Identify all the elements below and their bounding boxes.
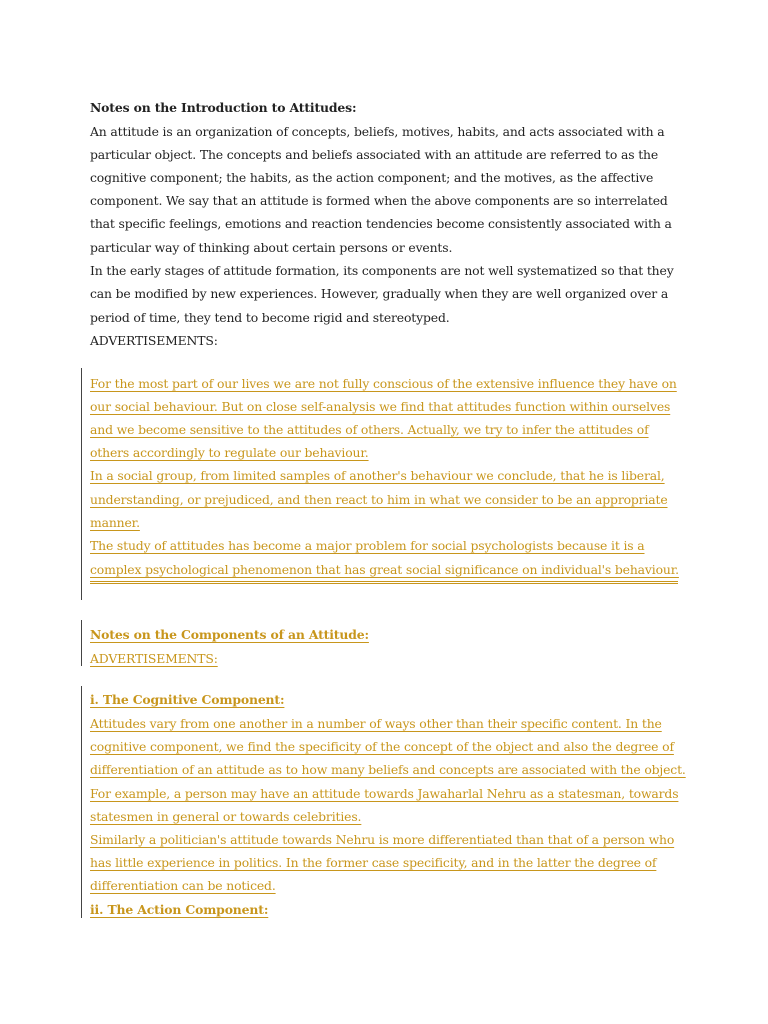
intro-line: cognitive component; the habits, as the action component; and the motives, as the affective	[90, 170, 654, 185]
intro-line: In the early stages of attitude formation, its components are not well systematized so that they	[90, 263, 674, 278]
intro-line: particular object. The concepts and beliefs associated with an attitude are referred to as the	[90, 147, 659, 162]
cognitive-line: cognitive component, we find the specificity of the concept of the object and also the degree of	[90, 739, 674, 754]
inserted-line: understanding, or prejudiced, and then react to him in what we consider to be an appropriate	[90, 492, 668, 507]
inserted-line: others accordingly to regulate our behaviour.	[90, 445, 369, 460]
action-heading: ii. The Action Component:	[90, 902, 269, 917]
inserted-line: complex psychological phenomenon that has great social significance on individual's behaviour.	[90, 562, 679, 577]
intro-line: particular way of thinking about certain persons or events.	[90, 240, 453, 255]
inserted-line: our social behaviour. But on close self-analysis we find that attitudes function within ourselves	[90, 399, 671, 414]
cognitive-line: statesmen in general or towards celebrities.	[90, 809, 362, 824]
intro-line: An attitude is an organization of concepts, beliefs, motives, habits, and acts associated with a	[90, 124, 665, 139]
cognitive-line: Attitudes vary from one another in a number of ways other than their specific content. In the	[90, 716, 662, 731]
cognitive-line: differentiation of an attitude as to how many beliefs and concepts are associated with the object.	[90, 762, 686, 777]
advertisements-label: ADVERTISEMENTS:	[90, 333, 218, 348]
inserted-line: The study of attitudes has become a major problem for social psychologists because it is a	[90, 538, 645, 553]
components-heading: Notes on the Components of an Attitude:	[90, 627, 369, 642]
cognitive-line: differentiation can be noticed.	[90, 878, 276, 893]
advertisements-label: ADVERTISEMENTS:	[90, 651, 218, 666]
cognitive-line: has little experience in politics. In the former case specificity, and in the latter the degree of	[90, 855, 657, 870]
inserted-line: For the most part of our lives we are not fully conscious of the extensive influence they have on	[90, 376, 677, 391]
cognitive-heading: i. The Cognitive Component:	[90, 692, 285, 707]
intro-line: that specific feelings, emotions and reaction tendencies become consistently associated with a	[90, 216, 672, 231]
double-underline-rule	[90, 581, 678, 584]
intro-line: period of time, they tend to become rigid and stereotyped.	[90, 310, 450, 325]
change-bar	[81, 620, 82, 666]
intro-line: can be modified by new experiences. However, gradually when they are well organized over a	[90, 286, 669, 301]
intro-heading: Notes on the Introduction to Attitudes:	[90, 100, 357, 115]
cognitive-line: For example, a person may have an attitude towards Jawaharlal Nehru as a statesman, towards	[90, 786, 679, 801]
change-bar	[81, 368, 82, 600]
inserted-line: and we become sensitive to the attitudes of others. Actually, we try to infer the attitudes of	[90, 422, 649, 437]
change-bar	[81, 686, 82, 918]
intro-line: component. We say that an attitude is formed when the above components are so interrelated	[90, 193, 668, 208]
inserted-line: In a social group, from limited samples of another's behaviour we conclude, that he is liberal,	[90, 468, 665, 483]
inserted-line: manner.	[90, 515, 140, 530]
cognitive-line: Similarly a politician's attitude towards Nehru is more differentiated than that of a person who	[90, 832, 675, 847]
